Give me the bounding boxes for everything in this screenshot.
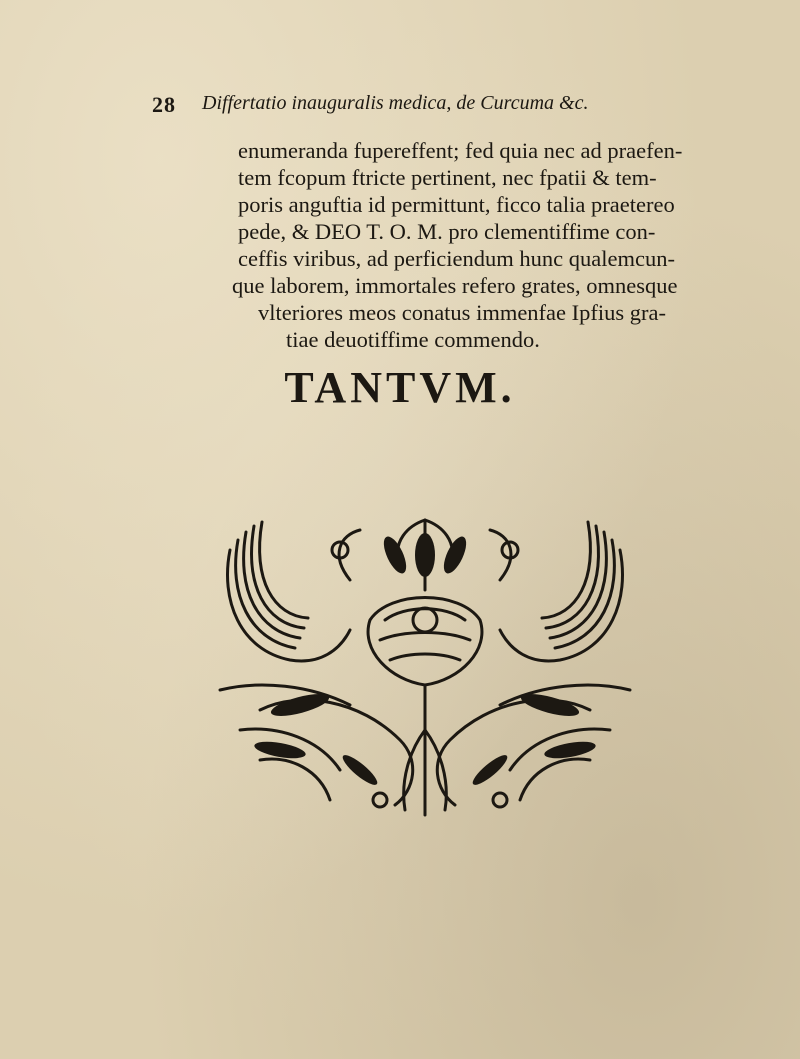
- closing-word: TANTVM.: [284, 363, 516, 412]
- body-line: tiae deuotiffime commendo.: [286, 327, 540, 352]
- body-line: ceffis viribus, ad perficiendum hunc qualemcun-: [238, 246, 675, 271]
- floral-tailpiece-ornament-icon: [200, 510, 650, 830]
- body-line: que laborem, immortales refero grates, omnesque: [232, 273, 678, 298]
- running-head: Differtatio inauguralis medica, de Curcuma &c.: [202, 92, 589, 114]
- page-number: 28: [152, 92, 176, 117]
- body-line: poris anguftia id permittunt, ficco talia praetereo: [238, 192, 675, 217]
- body-text: [232, 137, 758, 353]
- body-line: pede, & DEO T. O. M. pro clementiffime con-: [238, 219, 656, 244]
- body-line: vlteriores meos conatus immenfae Ipfius gra-: [258, 300, 666, 325]
- body-line: tem fcopum ftricte pertinent, nec fpatii & tem-: [238, 165, 657, 190]
- page-header: [152, 86, 712, 126]
- body-line: enumeranda fupereffent; fed quia nec ad praefen-: [238, 138, 683, 163]
